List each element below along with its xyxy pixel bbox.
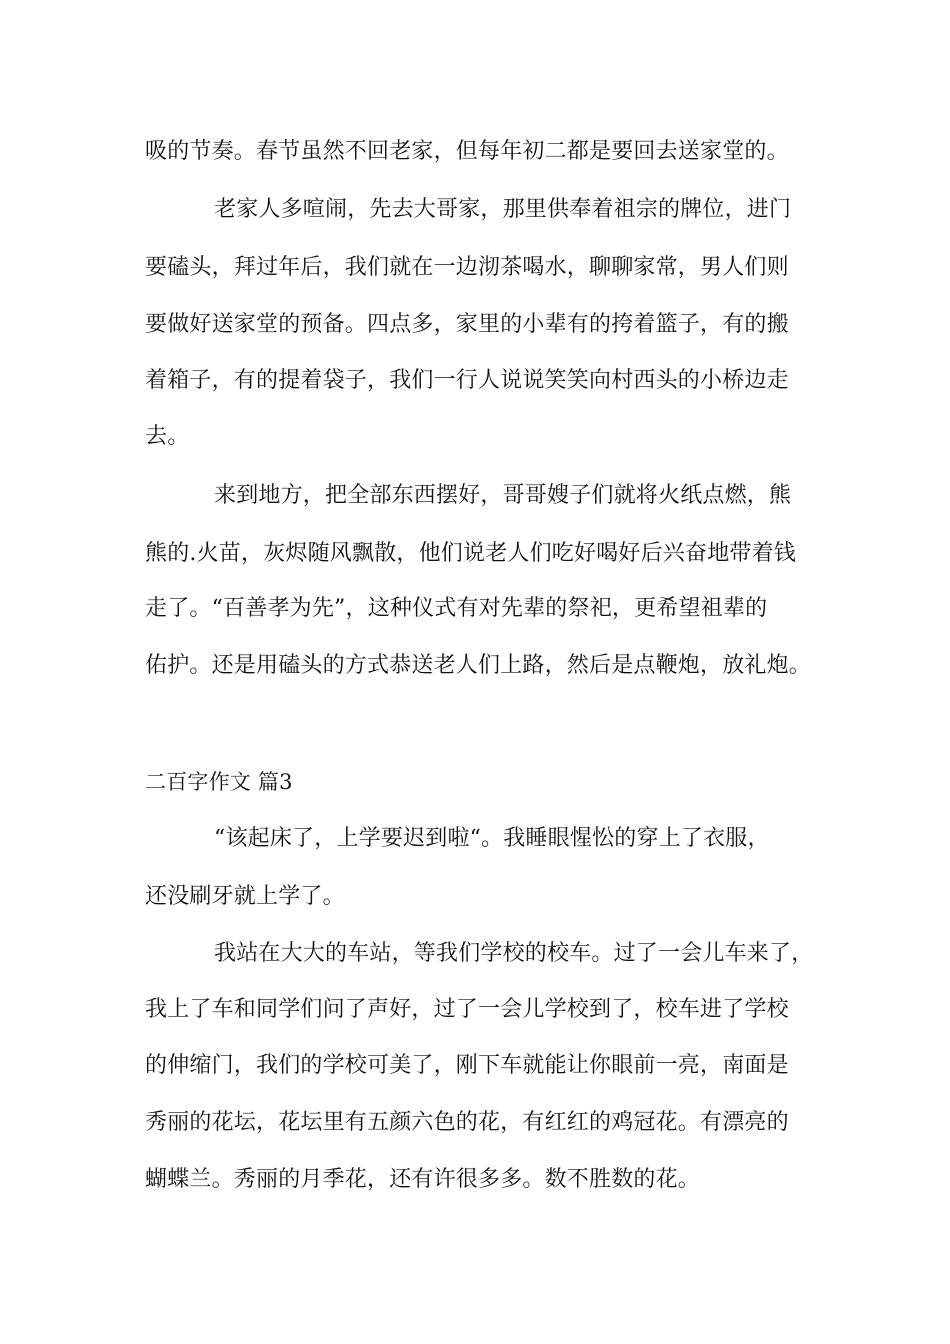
paragraph-line: 秀丽的花坛，花坛里有五颜六色的花，有红红的鸡冠花。有漂亮的 bbox=[145, 1110, 789, 1135]
paragraph-line: 去。 bbox=[145, 424, 190, 449]
paragraph-line: 老家人多喧闹，先去大哥家，那里供奉着祖宗的牌位，进门 bbox=[214, 197, 792, 222]
paragraph-line: 要做好送家堂的预备。四点多，家里的小辈有的挎着篮子，有的搬 bbox=[145, 312, 789, 337]
paragraph-line: 着箱子，有的提着袋子，我们一行人说说笑笑向村西头的小桥边走 bbox=[145, 368, 789, 393]
paragraph-line: “该起床了，上学要迟到啦“。我睡眼惺忪的穿上了衣服， bbox=[214, 826, 770, 851]
paragraph-line: 吸的节奏。春节虽然不回老家，但每年初二都是要回去送家堂的。 bbox=[145, 139, 789, 164]
paragraph-line: 我上了车和同学们问了声好，过了一会儿学校到了，校车进了学校 bbox=[145, 997, 789, 1022]
paragraph-line: 要磕头，拜过年后，我们就在一边沏茶喝水，聊聊家常，男人们则 bbox=[145, 255, 789, 280]
paragraph-line: 的伸缩门，我们的学校可美了，刚下车就能让你眼前一亮，南面是 bbox=[145, 1053, 789, 1078]
paragraph-line: 来到地方，把全部东西摆好，哥哥嫂子们就将火纸点燃，熊 bbox=[214, 483, 792, 508]
paragraph-line: 我站在大大的车站，等我们学校的校车。过了一会儿车来了， bbox=[214, 941, 814, 966]
paragraph-line: 蝴蝶兰。秀丽的月季花，还有许很多多。数不胜数的花。 bbox=[145, 1167, 701, 1192]
paragraph-line: 熊的.火苗，灰烬随风飘散，他们说老人们吃好喝好后兴奋地带着钱 bbox=[145, 541, 796, 566]
paragraph-line: 佑护。还是用磕头的方式恭送老人们上路，然后是点鞭炮，放礼炮。 bbox=[145, 653, 812, 678]
paragraph-line: 还没刷牙就上学了。 bbox=[145, 884, 345, 909]
paragraph-line: 走了。“百善孝为先”，这种仪式有对先辈的祭祀，更希望祖辈的 bbox=[145, 596, 768, 621]
section-heading: 二百字作文 篇3 bbox=[145, 770, 293, 794]
